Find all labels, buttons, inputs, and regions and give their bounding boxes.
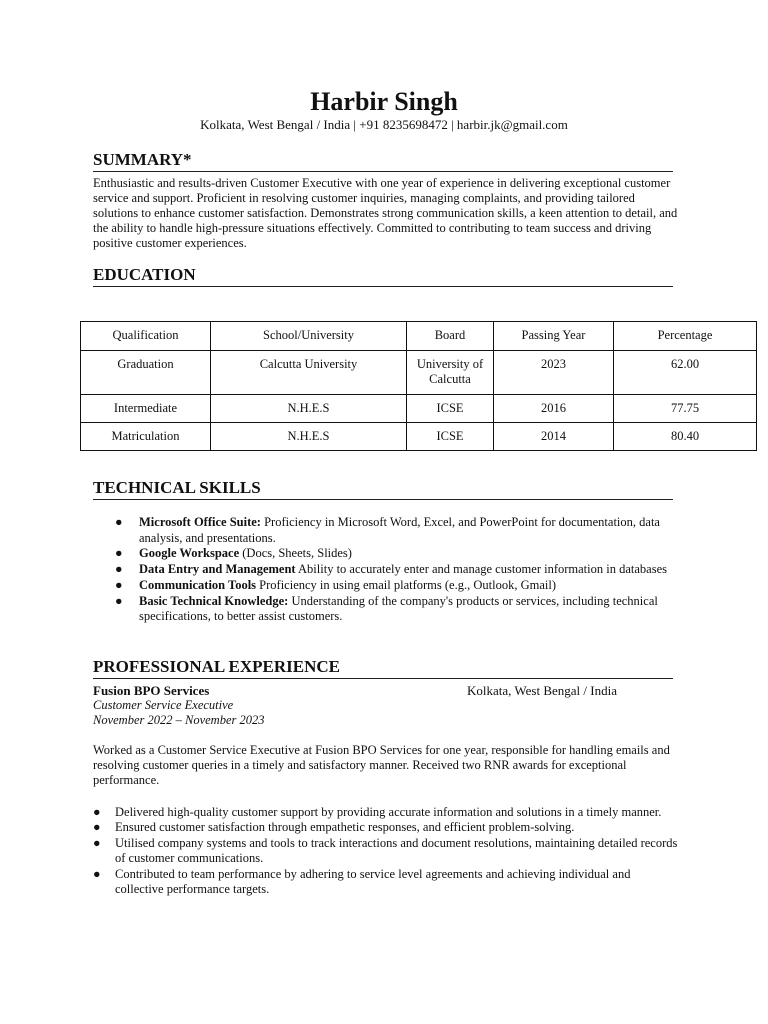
company-location: Kolkata, West Bengal / India (467, 683, 617, 698)
job-dates: November 2022 – November 2023 (93, 713, 265, 727)
skill-text: Understanding of the company's products or services, including technical specifications, to better assist customers. (139, 593, 658, 624)
table-cell: 77.75 (614, 395, 757, 423)
skill-label: Microsoft Office Suite: (139, 515, 261, 529)
duty-text: Delivered high-quality customer support by providing accurate information and solutions in a timely manner. (115, 805, 662, 819)
skill-text: Proficiency in using email platforms (e.g., Outlook, Gmail) (256, 577, 556, 592)
resume-name: Harbir Singh (310, 87, 458, 116)
duty-text: Utilised company systems and tools to track interactions and document resolutions, maintaining detailed records of customer communications. (115, 835, 678, 866)
skill-label: Basic Technical Knowledge: (139, 593, 289, 608)
bullet-icon: ● (115, 593, 123, 608)
duty-text: Ensured customer satisfaction through empathetic responses, and efficient problem-solving. (115, 820, 575, 835)
list-item (93, 867, 678, 898)
list-item (93, 820, 678, 835)
table-row (81, 395, 757, 423)
duties-list (93, 805, 678, 897)
table-cell: Intermediate (81, 395, 211, 423)
bullet-icon: ● (93, 820, 101, 835)
column-header: Qualification (81, 322, 211, 351)
experience-description: Worked as a Customer Service Executive at Fusion BPO Services for one year, responsible for handling emails and resolving customer queries in a timely and satisfactory manner. Received two RNR awards for exceptional performance. (93, 743, 670, 788)
skill-text: Proficiency in Microsoft Word, Excel, and PowerPoint for documentation, data analysis, and presentations. (139, 515, 660, 545)
table-cell: Calcutta University (211, 351, 407, 395)
list-item (93, 836, 678, 867)
education-table (80, 321, 757, 451)
column-header: School/University (211, 322, 407, 351)
table-cell: 2014 (494, 423, 614, 451)
column-header: Board (407, 322, 494, 351)
bullet-icon: ● (93, 835, 101, 850)
skill-text: Ability to accurately enter and manage customer information in databases (295, 562, 667, 577)
bullet-icon: ● (115, 546, 123, 561)
table-header-row (81, 322, 757, 351)
list-item (93, 515, 683, 546)
bullet-icon: ● (115, 562, 123, 577)
bullet-icon: ● (115, 515, 123, 529)
table-cell: University of Calcutta (407, 351, 494, 395)
bullet-icon: ● (93, 805, 101, 819)
column-header: Passing Year (494, 322, 614, 351)
table-cell: 80.40 (614, 423, 757, 451)
table-cell: N.H.E.S (211, 395, 407, 423)
summary-heading: SUMMARY* (93, 150, 673, 172)
job-role: Customer Service Executive (93, 698, 234, 712)
experience-heading: PROFESSIONAL EXPERIENCE (93, 657, 673, 679)
table-cell: 62.00 (614, 351, 757, 395)
list-item (93, 805, 678, 820)
list-item (93, 562, 683, 578)
technical-skills-heading: TECHNICAL SKILLS (93, 478, 673, 500)
skill-label: Data Entry and Management (139, 562, 296, 577)
bullet-icon: ● (115, 577, 123, 592)
table-row (81, 351, 757, 395)
table-cell: 2023 (494, 351, 614, 395)
summary-text: Enthusiastic and results-driven Customer Executive with one year of experience in delivering exceptional customer service and support. Proficient in resolving customer inquiries, managing complaints, and providing tailored solutions to enhance customer satisfaction. Demonstrates strong communication skills, a keen attention to detail, and the ability to handle high-pressure situations effectively. Committed to contributing to team success and driving positive customer experiences. (93, 176, 678, 251)
table-cell: Matriculation (81, 423, 211, 451)
table-row (81, 423, 757, 451)
contact-line: Kolkata, West Bengal / India | +91 8235698472 | harbir.jk@gmail.com (200, 117, 568, 132)
duty-text: Contributed to team performance by adhering to service level agreements and achieving individual and collective performance targets. (115, 866, 631, 897)
list-item (93, 594, 683, 625)
skill-label: Communication Tools (139, 577, 257, 592)
skill-label: Google Workspace (139, 546, 240, 561)
skills-list (93, 515, 683, 625)
column-header: Percentage (614, 322, 757, 351)
table-cell: N.H.E.S (211, 423, 407, 451)
table-cell: 2016 (494, 395, 614, 423)
table-cell: ICSE (407, 423, 494, 451)
table-cell: ICSE (407, 395, 494, 423)
bullet-icon: ● (93, 866, 101, 881)
table-cell: Graduation (81, 351, 211, 395)
company-name: Fusion BPO Services (93, 683, 210, 698)
list-item (93, 578, 683, 594)
education-heading: EDUCATION (93, 265, 673, 287)
skill-text: (Docs, Sheets, Slides) (239, 546, 352, 561)
list-item (93, 546, 683, 562)
